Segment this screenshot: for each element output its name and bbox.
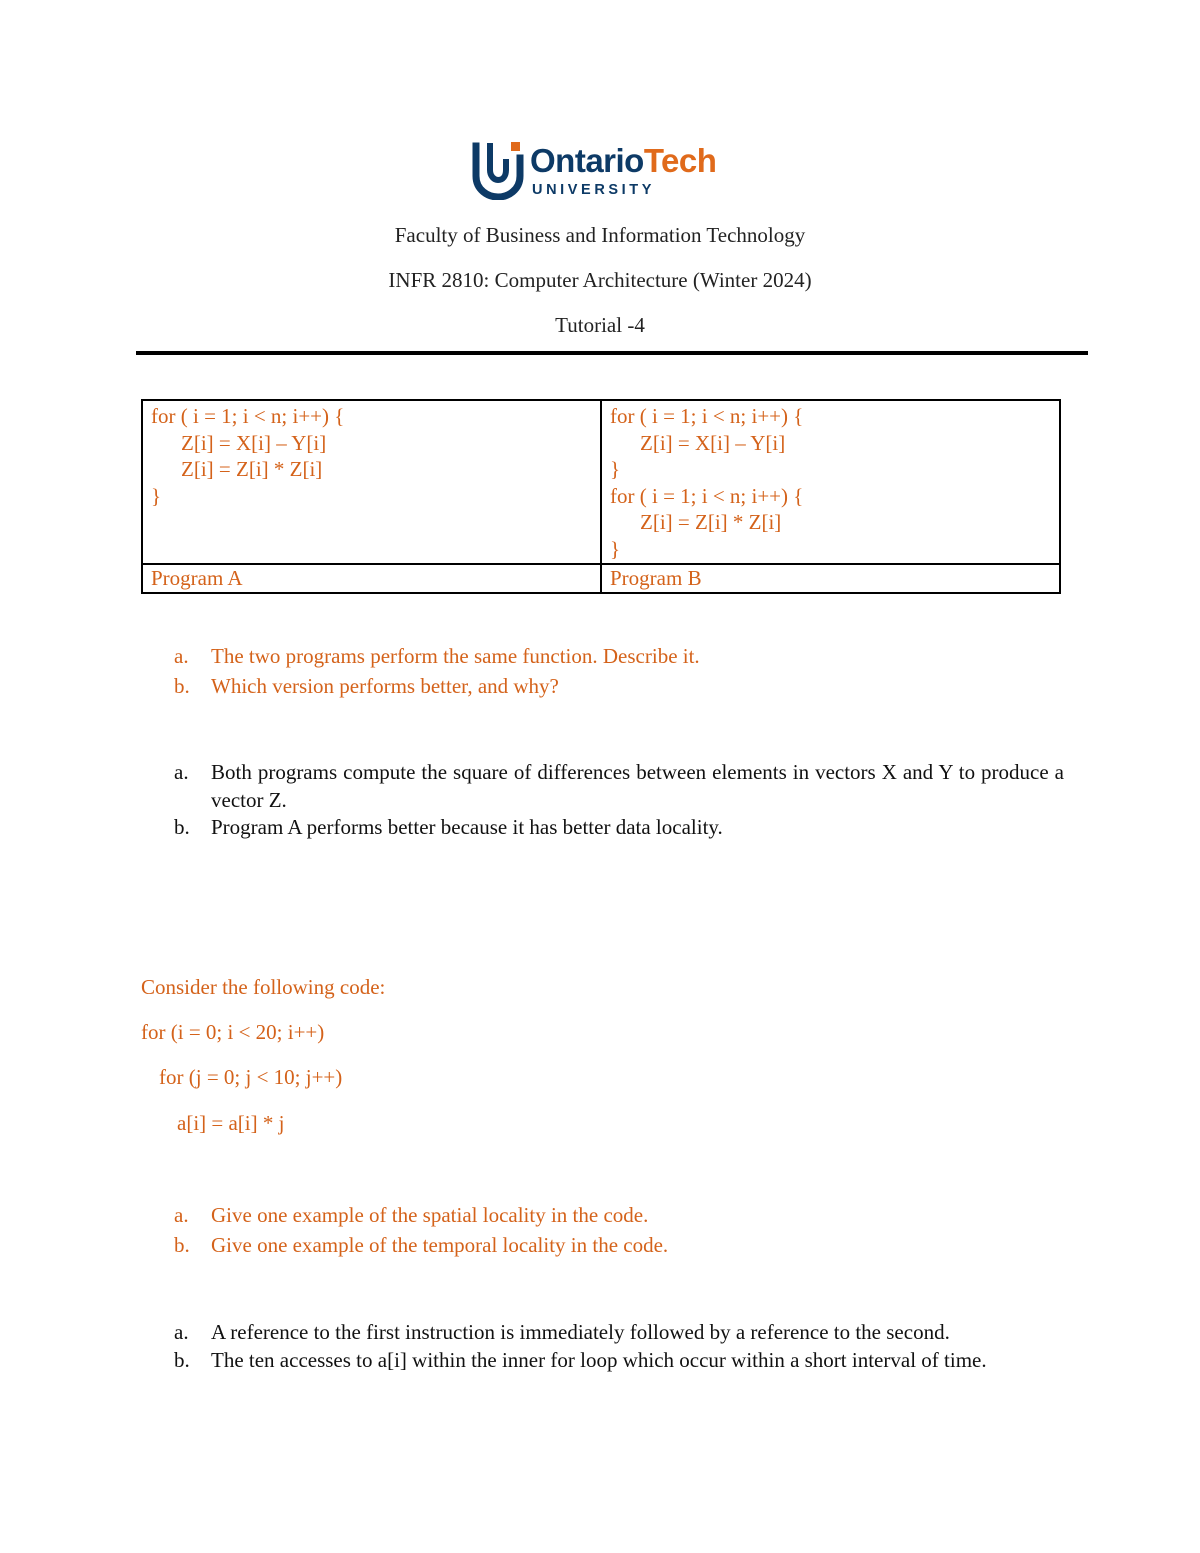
list-item xyxy=(174,814,1064,842)
code-line: } xyxy=(151,483,162,508)
question-text: Which version performs better, and why? xyxy=(211,674,559,698)
header-divider xyxy=(136,351,1088,355)
list-item xyxy=(174,1200,1064,1230)
ontario-tech-shield-icon xyxy=(470,140,526,200)
program-table xyxy=(141,399,1061,594)
code-line: for ( i = 1; i < n; i++) { xyxy=(610,404,804,428)
code-line: Z[i] = Z[i] * Z[i] xyxy=(181,457,323,481)
q2-code-line-outer: for (i = 0; i < 20; i++) xyxy=(141,1020,325,1044)
question-text: The two programs perform the same function. Describe it. xyxy=(211,644,700,668)
course-title: INFR 2810: Computer Architecture (Winter 2024) xyxy=(388,268,812,292)
list-marker: b. xyxy=(174,674,190,698)
logo-wordmark xyxy=(530,143,716,179)
list-item xyxy=(174,759,1064,814)
program-b-caption: Program B xyxy=(601,564,1060,593)
list-marker: b. xyxy=(174,815,190,839)
logo-word-tech: Tech xyxy=(643,142,717,179)
list-marker: a. xyxy=(174,644,189,668)
list-item xyxy=(174,1230,1064,1260)
code-line: for ( i = 1; i < n; i++) { xyxy=(610,483,804,508)
q1-answer-list xyxy=(174,759,1064,842)
code-line: for ( i = 1; i < n; i++) { xyxy=(151,404,345,428)
question-text: Give one example of the spatial locality in the code. xyxy=(211,1203,649,1227)
list-item xyxy=(174,1347,1064,1375)
code-line: Z[i] = X[i] – Y[i] xyxy=(640,430,786,455)
list-marker: a. xyxy=(174,1320,189,1344)
logo-subtitle: UNIVERSITY xyxy=(532,182,656,198)
q1-question-list xyxy=(174,641,1064,701)
q2-code-line-body: a[i] = a[i] * j xyxy=(177,1111,285,1135)
question-text: Give one example of the temporal locality in the code. xyxy=(211,1233,669,1257)
program-b-code xyxy=(601,400,1060,564)
tutorial-title: Tutorial -4 xyxy=(555,313,645,337)
answer-text: Program A performs better because it has better data locality. xyxy=(211,815,723,839)
list-marker: b. xyxy=(174,1233,190,1257)
code-line: Z[i] = Z[i] * Z[i] xyxy=(640,510,782,534)
program-a-code xyxy=(142,400,601,564)
program-a-caption: Program A xyxy=(142,564,601,593)
code-line: } xyxy=(610,457,621,481)
list-marker: a. xyxy=(174,760,189,784)
list-item xyxy=(174,1319,1064,1347)
answer-text: Both programs compute the square of differences between elements in vectors X and Y to produce a vector Z. xyxy=(211,760,1064,812)
logo-word-ontario: Ontario xyxy=(530,142,644,179)
list-item xyxy=(174,641,1064,671)
q2-intro: Consider the following code: xyxy=(141,975,386,999)
university-logo xyxy=(470,140,732,202)
list-item xyxy=(174,671,1064,701)
list-marker: b. xyxy=(174,1347,190,1372)
faculty-title: Faculty of Business and Information Technology xyxy=(394,223,806,247)
q2-answer-list xyxy=(174,1319,1064,1374)
q2-question-list xyxy=(174,1200,1064,1260)
code-line: Z[i] = X[i] – Y[i] xyxy=(181,430,327,455)
code-line: } xyxy=(610,536,621,561)
answer-text: The ten accesses to a[i] within the inner for loop which occur within a short interval of time. xyxy=(211,1347,987,1372)
answer-text: A reference to the first instruction is immediately followed by a reference to the second. xyxy=(211,1320,950,1344)
q2-code-line-inner: for (j = 0; j < 10; j++) xyxy=(159,1065,343,1089)
list-marker: a. xyxy=(174,1203,189,1227)
